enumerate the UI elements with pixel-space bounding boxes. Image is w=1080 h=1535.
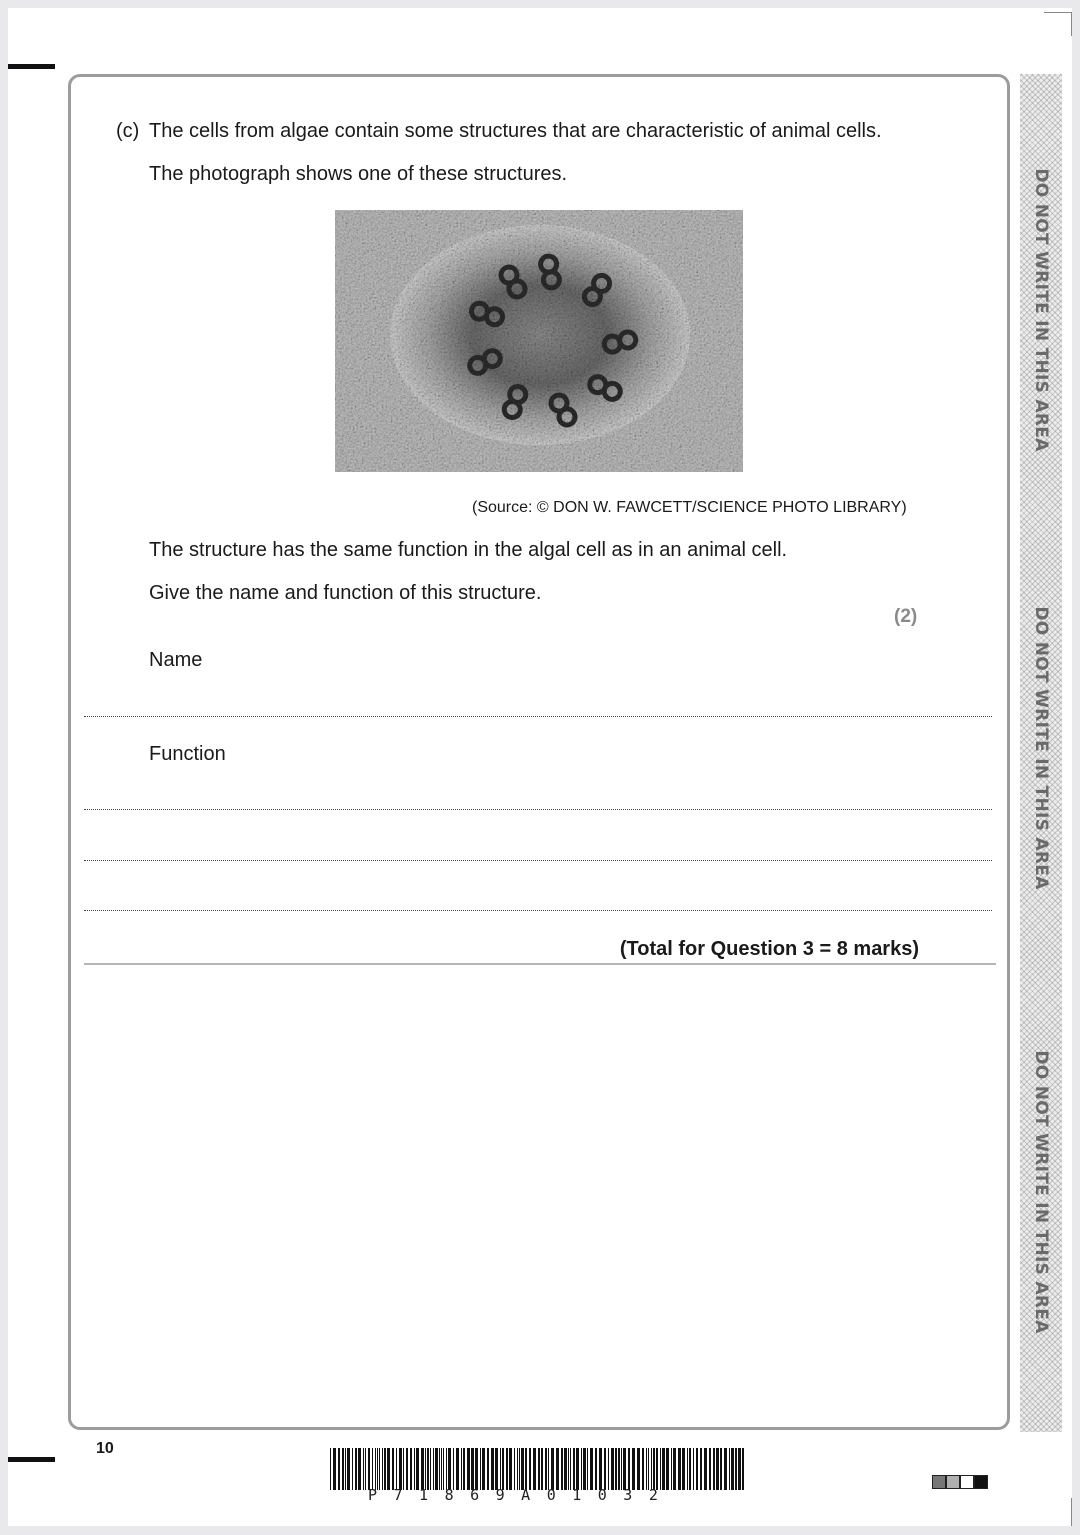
micrograph-photo bbox=[335, 210, 743, 472]
barcode-bar bbox=[576, 1448, 579, 1490]
barcode-bar bbox=[495, 1448, 498, 1490]
barcode-bar bbox=[379, 1448, 380, 1490]
barcode-bar bbox=[538, 1448, 540, 1490]
barcode-bar bbox=[517, 1448, 518, 1490]
barcode-bar bbox=[375, 1448, 376, 1490]
barcode-bar bbox=[377, 1448, 378, 1490]
barcode-bar bbox=[338, 1448, 340, 1490]
barcode-bar bbox=[514, 1448, 515, 1490]
swatch-black bbox=[974, 1475, 988, 1489]
barcode-bar bbox=[611, 1448, 614, 1490]
barcode-bar bbox=[461, 1448, 462, 1490]
barcode-bar bbox=[416, 1448, 419, 1490]
barcode-bar bbox=[682, 1448, 685, 1490]
barcode-bar bbox=[604, 1448, 606, 1490]
question-part-label: (c) bbox=[116, 120, 140, 142]
question-total: (Total for Question 3 = 8 marks) bbox=[619, 938, 919, 960]
barcode-bar bbox=[615, 1448, 617, 1490]
barcode-bar bbox=[568, 1448, 569, 1490]
barcode-bar bbox=[646, 1448, 647, 1490]
barcode-bar bbox=[435, 1448, 438, 1490]
barcode-bar bbox=[709, 1448, 711, 1490]
barcode-bar bbox=[502, 1448, 504, 1490]
name-label: Name bbox=[149, 649, 203, 671]
exam-page bbox=[8, 8, 1072, 1526]
barcode-bar bbox=[439, 1448, 440, 1490]
barcode-bar bbox=[713, 1448, 715, 1490]
barcode-bar bbox=[716, 1448, 719, 1490]
barcode-bar bbox=[642, 1448, 644, 1490]
barcode-bar bbox=[446, 1448, 447, 1490]
answer-line-name[interactable] bbox=[84, 716, 992, 717]
barcode-bar bbox=[573, 1448, 575, 1490]
barcode-bar bbox=[482, 1448, 485, 1490]
barcode-bar bbox=[368, 1448, 370, 1490]
registration-mark-top bbox=[8, 64, 55, 69]
crop-mark-top bbox=[1044, 12, 1072, 13]
barcode-bar bbox=[700, 1448, 702, 1490]
barcode-bar bbox=[403, 1448, 404, 1490]
barcode-bar bbox=[551, 1448, 554, 1490]
barcode-bar bbox=[621, 1448, 622, 1490]
barcode-bar bbox=[590, 1448, 593, 1490]
barcode-bar bbox=[632, 1448, 635, 1490]
barcode-bar bbox=[463, 1448, 465, 1490]
barcode-bar bbox=[384, 1448, 386, 1490]
barcode-bar bbox=[738, 1448, 741, 1490]
barcode-bar bbox=[448, 1448, 451, 1490]
barcode-bar bbox=[729, 1448, 730, 1490]
barcode-bar bbox=[410, 1448, 412, 1490]
barcode-bar bbox=[506, 1448, 508, 1490]
barcode-number: P71869A01032 bbox=[368, 1486, 675, 1504]
barcode-bar bbox=[500, 1448, 501, 1490]
barcode-bar bbox=[541, 1448, 543, 1490]
barcode-bar bbox=[433, 1448, 434, 1490]
barcode-bar bbox=[666, 1448, 669, 1490]
margin-warning-3: DO NOT WRITE IN THIS AREA bbox=[1031, 1050, 1051, 1334]
barcode-bar bbox=[742, 1448, 744, 1490]
barcode-bar bbox=[656, 1448, 658, 1490]
barcode-bar bbox=[487, 1448, 489, 1490]
barcode-bar bbox=[430, 1448, 431, 1490]
barcode-bar bbox=[660, 1448, 661, 1490]
barcode-bar bbox=[414, 1448, 415, 1490]
barcode-bar bbox=[556, 1448, 559, 1490]
barcode-bar bbox=[443, 1448, 444, 1490]
barcode-bar bbox=[453, 1448, 454, 1490]
barcode-bar bbox=[529, 1448, 531, 1490]
barcode-bar bbox=[396, 1448, 397, 1490]
margin-warning-1: DO NOT WRITE IN THIS AREA bbox=[1031, 168, 1051, 452]
barcode-bar bbox=[509, 1448, 512, 1490]
margin-warning-2: DO NOT WRITE IN THIS AREA bbox=[1031, 606, 1051, 890]
barcode-bar bbox=[491, 1448, 494, 1490]
barcode-bar bbox=[545, 1448, 547, 1490]
barcode-bar bbox=[372, 1448, 373, 1490]
barcode-bar bbox=[519, 1448, 520, 1490]
barcode-bar bbox=[399, 1448, 402, 1490]
barcode-bar bbox=[696, 1448, 698, 1490]
photo-source: (Source: © DON W. FAWCETT/SCIENCE PHOTO LIBRARY) bbox=[472, 499, 907, 516]
barcode-bar bbox=[689, 1448, 691, 1490]
barcode-bar bbox=[673, 1448, 676, 1490]
total-divider bbox=[84, 963, 996, 965]
barcode-bar bbox=[564, 1448, 567, 1490]
barcode-bar bbox=[347, 1448, 350, 1490]
barcode-bar bbox=[687, 1448, 688, 1490]
swatch-dark-grey bbox=[932, 1475, 946, 1489]
barcode-bar bbox=[724, 1448, 727, 1490]
crop-mark-top-vertical bbox=[1071, 12, 1072, 36]
barcode-bar bbox=[595, 1448, 597, 1490]
barcode-bar bbox=[548, 1448, 549, 1490]
barcode-bar bbox=[662, 1448, 665, 1490]
barcode bbox=[330, 1448, 746, 1490]
barcode-bar bbox=[637, 1448, 640, 1490]
barcode-bar bbox=[382, 1448, 383, 1490]
barcode-bar bbox=[475, 1448, 478, 1490]
barcode-bar bbox=[599, 1448, 602, 1490]
barcode-bar bbox=[653, 1448, 655, 1490]
barcode-bar bbox=[355, 1448, 357, 1490]
barcode-bar bbox=[352, 1448, 353, 1490]
function-label: Function bbox=[149, 743, 226, 765]
barcode-bar bbox=[467, 1448, 470, 1490]
barcode-bar bbox=[735, 1448, 737, 1490]
barcode-bar bbox=[608, 1448, 609, 1490]
barcode-bar bbox=[651, 1448, 652, 1490]
question-structure-statement: The structure has the same function in the algal cell as in an animal cell. bbox=[149, 539, 788, 561]
barcode-bar bbox=[731, 1448, 734, 1490]
question-instruction: Give the name and function of this structure. bbox=[149, 582, 542, 604]
barcode-bar bbox=[421, 1448, 424, 1490]
barcode-bar bbox=[693, 1448, 694, 1490]
question-photo-intro: The photograph shows one of these structures. bbox=[149, 163, 568, 185]
crop-mark-bottom-vertical bbox=[1071, 1498, 1072, 1526]
barcode-bar bbox=[561, 1448, 563, 1490]
barcode-bar bbox=[587, 1448, 588, 1490]
barcode-bar bbox=[363, 1448, 364, 1490]
barcode-bar bbox=[387, 1448, 390, 1490]
barcode-bar bbox=[623, 1448, 626, 1490]
barcode-bar bbox=[345, 1448, 346, 1490]
answer-line-function-1[interactable] bbox=[84, 809, 992, 810]
barcode-bar bbox=[330, 1448, 331, 1490]
barcode-bar bbox=[342, 1448, 344, 1490]
barcode-bar bbox=[720, 1448, 722, 1490]
barcode-bar bbox=[628, 1448, 630, 1490]
registration-mark-bottom bbox=[8, 1457, 55, 1462]
swatch-white bbox=[960, 1475, 974, 1489]
barcode-bar bbox=[570, 1448, 571, 1490]
barcode-bar bbox=[425, 1448, 426, 1490]
barcode-bar bbox=[441, 1448, 442, 1490]
barcode-bar bbox=[533, 1448, 536, 1490]
barcode-bar bbox=[427, 1448, 429, 1490]
marks-available: (2) bbox=[894, 606, 918, 627]
answer-line-function-3[interactable] bbox=[84, 910, 992, 911]
barcode-bar bbox=[358, 1448, 361, 1490]
barcode-bar bbox=[480, 1448, 481, 1490]
answer-line-function-2[interactable] bbox=[84, 860, 992, 861]
barcode-bar bbox=[471, 1448, 474, 1490]
barcode-bar bbox=[406, 1448, 408, 1490]
barcode-bar bbox=[333, 1448, 336, 1490]
barcode-bar bbox=[583, 1448, 586, 1490]
barcode-bar bbox=[456, 1448, 459, 1490]
swatch-grey bbox=[946, 1475, 960, 1489]
barcode-bar bbox=[525, 1448, 527, 1490]
print-swatches bbox=[932, 1475, 988, 1489]
barcode-bar bbox=[704, 1448, 707, 1490]
barcode-bar bbox=[365, 1448, 366, 1490]
barcode-bar bbox=[678, 1448, 681, 1490]
barcode-bar bbox=[392, 1448, 394, 1490]
question-intro: The cells from algae contain some structures that are characteristic of animal cells. bbox=[149, 120, 882, 142]
barcode-bar bbox=[581, 1448, 582, 1490]
barcode-bar bbox=[671, 1448, 672, 1490]
barcode-bar bbox=[618, 1448, 620, 1490]
barcode-bar bbox=[521, 1448, 524, 1490]
page-number: 10 bbox=[96, 1440, 114, 1457]
barcode-bar bbox=[648, 1448, 649, 1490]
